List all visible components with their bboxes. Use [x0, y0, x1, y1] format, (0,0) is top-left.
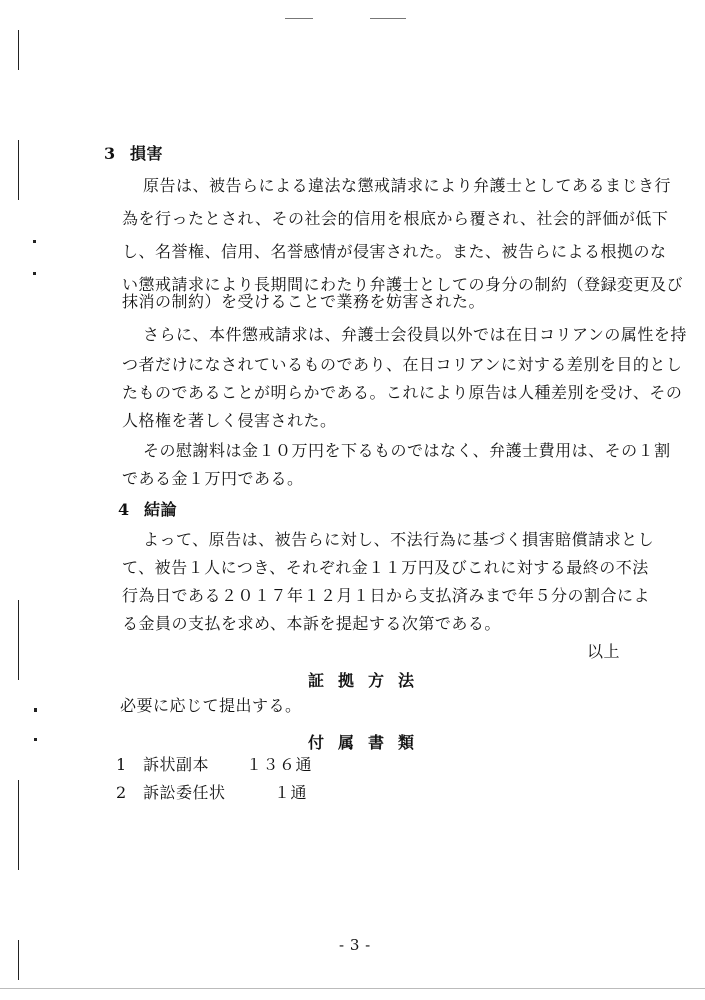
scan-artifact: [285, 18, 313, 19]
scan-artifact: [18, 140, 19, 200]
attachment-number: 1: [116, 755, 127, 774]
attachment-quantity: １３６通: [246, 755, 313, 774]
section-4-number: 4: [118, 500, 130, 519]
scan-artifact: [34, 738, 37, 741]
scan-artifact: [18, 600, 19, 680]
scan-artifact: [34, 708, 37, 712]
section-4-title: 結論: [144, 500, 178, 519]
scan-artifact: [33, 240, 36, 243]
paragraph-line: 原告は、被告らによる違法な懲戒請求により弁護士としてあるまじき行: [143, 176, 672, 195]
paragraph-line: て、被告１人につき、それぞれ金１１万円及びこれに対する最終の不法: [122, 558, 649, 577]
paragraph-line: たものであることが明らかである。これにより原告は人種差別を受け、その: [122, 383, 683, 402]
paragraph-line: 人格権を著しく侵害された。: [122, 411, 337, 430]
scan-artifact: [370, 18, 406, 19]
attachment-name: 訴訟委任状: [143, 783, 226, 802]
paragraph-line: 行為日である２０１７年１２月１日から支払済みまで年５分の割合によ: [122, 586, 651, 605]
paragraph-line: である金１万円である。: [122, 469, 304, 488]
closing-mark: 以上: [587, 642, 621, 661]
scan-artifact: [18, 30, 19, 70]
paragraph-line: し、名誉権、信用、名誉感情が侵害された。また、被告らによる根拠のな: [122, 242, 667, 261]
paragraph-line: 為を行ったとされ、その社会的信用を根底から覆され、社会的評価が低下: [122, 209, 669, 228]
paragraph-line: その慰謝料は金１０万円を下るものではなく、弁護士費用は、その１割: [143, 441, 671, 460]
paragraph-line: つ者だけになされているものであり、在日コリアンに対する差別を目的とし: [122, 355, 683, 374]
paragraph-line: よって、原告は、被告らに対し、不法行為に基づく損害賠償請求とし: [143, 530, 655, 549]
attachments-title: 付属書類: [308, 733, 429, 752]
scan-artifact: [18, 940, 19, 980]
paragraph-line: 抹消の制約）を受けることで業務を妨害された。: [122, 292, 486, 311]
section-3-number: 3: [104, 144, 116, 163]
attachment-name: 訴状副本: [143, 755, 210, 774]
evidence-text: 必要に応じて提出する。: [120, 696, 302, 715]
scan-edge: [0, 988, 705, 989]
section-3-title: 損害: [130, 144, 164, 163]
scan-artifact: [33, 272, 36, 275]
attachment-number: 2: [116, 783, 127, 802]
scan-artifact: [18, 780, 19, 870]
page-number: - 3 -: [339, 936, 371, 954]
attachment-quantity: １通: [274, 783, 308, 802]
paragraph-line: さらに、本件懲戒請求は、弁護士会役員以外では在日コリアンの属性を持: [143, 325, 687, 344]
paragraph-line: る金員の支払を求め、本訴を提起する次第である。: [122, 614, 501, 633]
evidence-title: 証拠方法: [308, 671, 429, 690]
paragraph-line: い懲戒請求により長期間にわたり弁護士としての身分の制約（登録変更及び: [122, 275, 684, 294]
